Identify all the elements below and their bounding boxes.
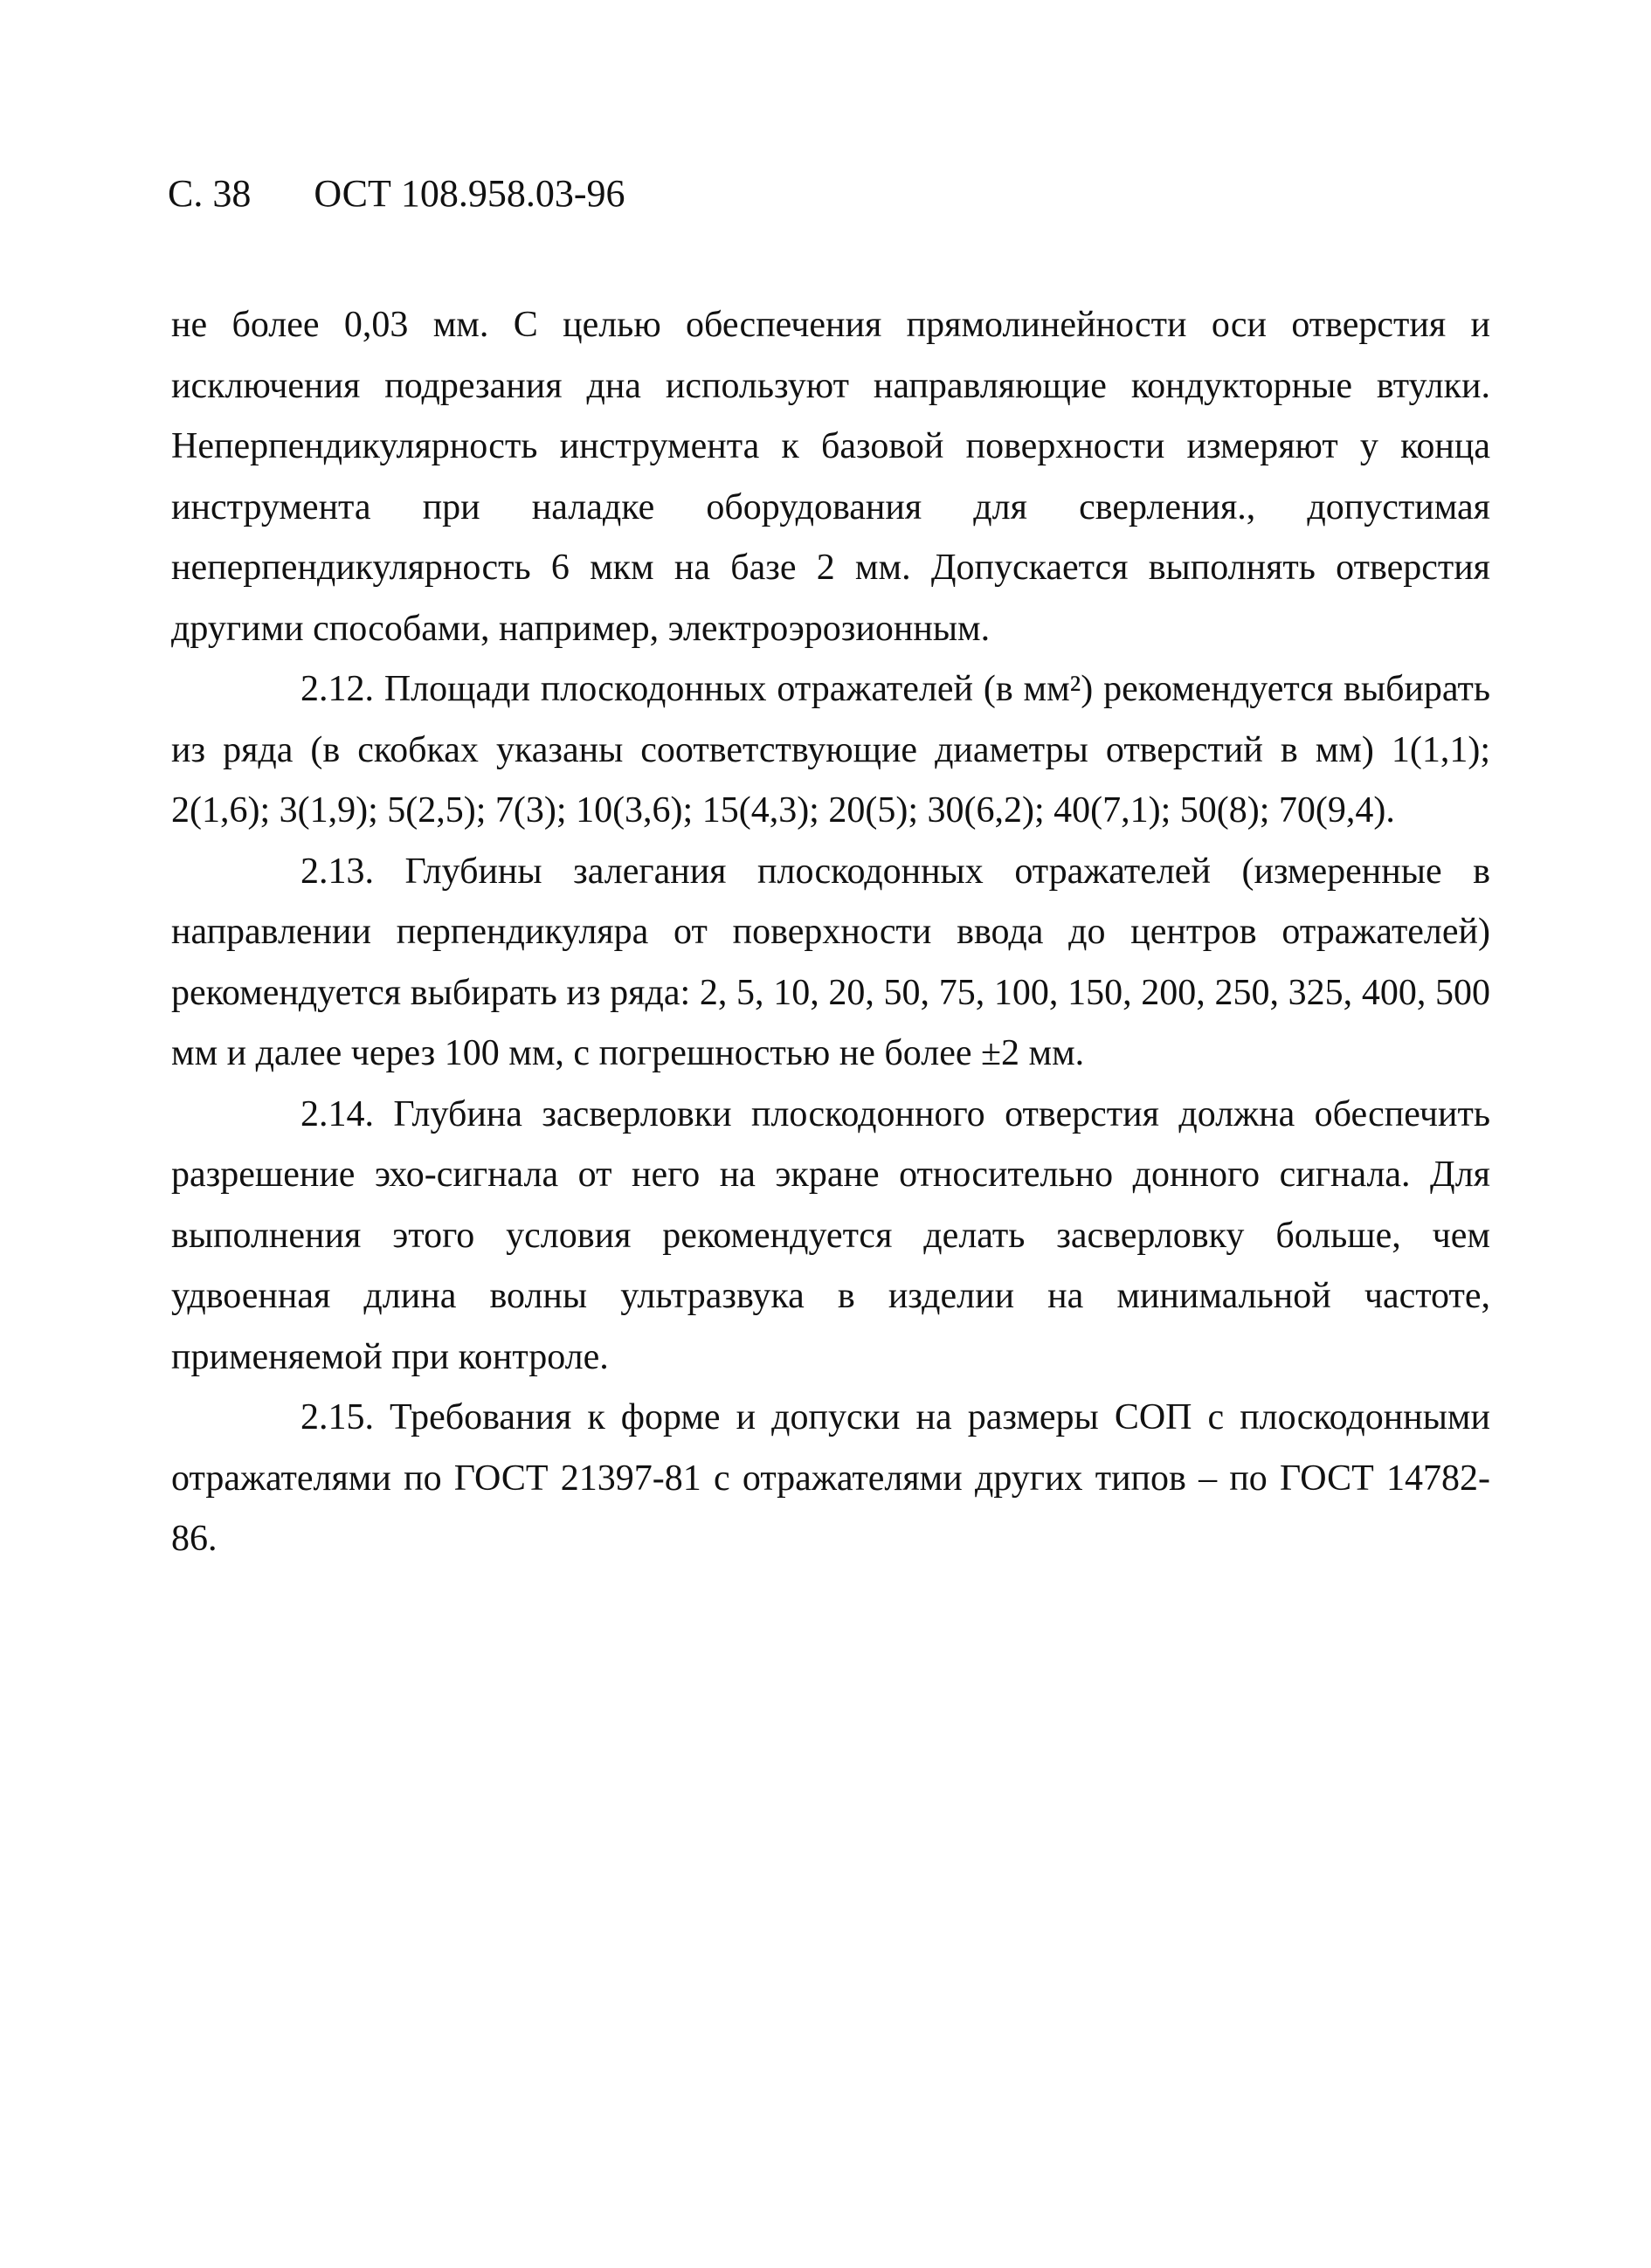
paragraph-2-14: 2.14. Глубина засверловки плоскодонного отверстия должна обеспечить разрешение эхо-сигнала от него на экране относительно донного сигнала. Для выполнения этого условия рекомендуется делать засверловку больше, чем удвоенная длина волны ультразвука в изделии на минимальной частоте, применяемой при контроле. (171, 1093, 1490, 1377)
document-code: ОСТ 108.958.03-96 (314, 172, 625, 215)
page-header (168, 171, 625, 217)
paragraph-2-12: 2.12. Площади плоскодонных отражателей (в мм²) рекомендуется выбирать из ряда (в скобках указаны соответствующие диаметры отверстий в мм) 1(1,1); 2(1,6); 3(1,9); 5(2,5); 7(3); 10(3,6); 15(4,3); 20(5); 30(6,2); 40(7,1); 50(8); 70(9,4). (171, 669, 1490, 831)
paragraph-continuation: не более 0,03 мм. С целью обеспечения прямолинейности оси отверстия и исключения подрезания дна используют направляющие кондукторные втулки. Неперпендикулярность инструмента к базовой поверхности измеряют у конца инструмента при наладке оборудования для сверления., допустимая неперпендикулярность 6 мкм на базе 2 мм. Допускается выполнять отверстия другими способами, например, электроэрозионным. (171, 305, 1490, 649)
page-number: С. 38 (168, 172, 252, 215)
paragraph-2-13: 2.13. Глубины залегания плоскодонных отражателей (измеренные в направлении перпендикуляра от поверхности ввода до центров отражателей) рекомендуется выбирать из ряда: 2, 5, 10, 20, 50, 75, 100, 150, 200, 250, 325, 400, 500 мм и далее через 100 мм, с погрешностью не более ±2 мм. (171, 851, 1490, 1073)
document-body (171, 295, 1490, 1570)
paragraph-2-15: 2.15. Требования к форме и допуски на размеры СОП с плоскодонными отражателями по ГОСТ 21397-81 с отражателями других типов – по ГОСТ 14782-86. (171, 1397, 1490, 1559)
